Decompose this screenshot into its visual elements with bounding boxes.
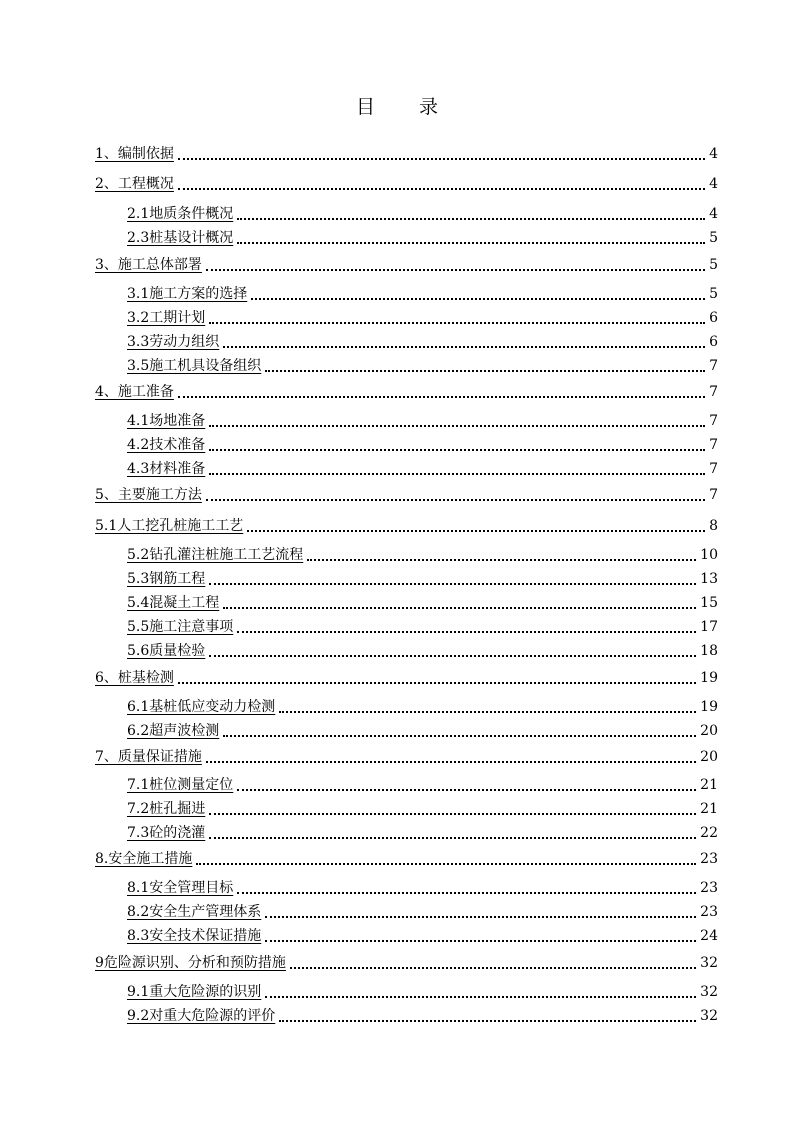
toc-dot-leader bbox=[223, 607, 696, 609]
toc-page-number: 7 bbox=[709, 461, 718, 477]
toc-dot-leader bbox=[206, 269, 705, 271]
toc-page-number: 6 bbox=[709, 334, 718, 350]
toc-page-number: 19 bbox=[700, 670, 718, 686]
toc-entry-label[interactable]: 2.3桩基设计概况 bbox=[127, 230, 234, 246]
toc-dot-leader bbox=[265, 916, 696, 918]
toc-page-number: 13 bbox=[700, 571, 718, 587]
toc-page-number: 4 bbox=[709, 206, 718, 222]
toc-dot-leader bbox=[209, 449, 705, 451]
toc-entry[interactable] bbox=[95, 143, 718, 163]
toc-page-number: 24 bbox=[700, 928, 718, 944]
title-part-1: 目 bbox=[355, 96, 375, 118]
toc-dot-leader bbox=[251, 298, 705, 300]
toc-page-number: 23 bbox=[700, 880, 718, 896]
toc-entry-label[interactable]: 3、施工总体部署 bbox=[95, 257, 202, 273]
toc-page-number: 18 bbox=[700, 643, 718, 659]
toc-dot-leader bbox=[178, 682, 696, 684]
toc-entry[interactable] bbox=[127, 203, 718, 223]
toc-dot-leader bbox=[209, 837, 696, 839]
toc-dot-leader bbox=[237, 892, 696, 894]
toc-page-number: 5 bbox=[709, 257, 718, 273]
toc-entry[interactable] bbox=[95, 254, 718, 274]
toc-entry[interactable] bbox=[127, 568, 718, 588]
toc-page-number: 4 bbox=[709, 146, 718, 162]
toc-entry-label[interactable]: 8.1安全管理目标 bbox=[127, 880, 234, 896]
toc-entry-label[interactable]: 5.4混凝土工程 bbox=[127, 595, 220, 611]
toc-page-number: 20 bbox=[700, 749, 718, 765]
toc-entry[interactable] bbox=[127, 331, 718, 351]
toc-page-number: 7 bbox=[709, 437, 718, 453]
toc-page-number: 15 bbox=[700, 595, 718, 611]
toc-entry-label[interactable]: 7.3砼的浇灌 bbox=[127, 825, 206, 841]
toc-dot-leader bbox=[178, 188, 705, 190]
toc-page-number: 7 bbox=[709, 384, 718, 400]
toc-entry[interactable] bbox=[95, 848, 718, 868]
toc-entry-label[interactable]: 7、质量保证措施 bbox=[95, 749, 202, 765]
toc-entry[interactable] bbox=[127, 616, 718, 636]
toc-entry[interactable] bbox=[127, 981, 718, 1001]
toc-entry-label[interactable]: 5.6质量检验 bbox=[127, 643, 206, 659]
toc-page-number: 32 bbox=[700, 1008, 718, 1024]
toc-page-number: 23 bbox=[700, 904, 718, 920]
toc-dot-leader bbox=[265, 940, 696, 942]
toc-page-number: 7 bbox=[709, 487, 718, 503]
toc-entry[interactable] bbox=[127, 458, 718, 478]
toc-entry[interactable] bbox=[95, 173, 718, 193]
toc-entry[interactable] bbox=[127, 640, 718, 660]
toc-dot-leader bbox=[209, 583, 696, 585]
toc-entry[interactable] bbox=[127, 925, 718, 945]
toc-entry-label[interactable]: 4.1场地准备 bbox=[127, 413, 206, 429]
toc-entry-label[interactable]: 4.3材料准备 bbox=[127, 461, 206, 477]
toc-page-number: 20 bbox=[700, 723, 718, 739]
toc-entry[interactable] bbox=[127, 774, 718, 794]
toc-entry-label[interactable]: 5.2钻孔灌注桩施工工艺流程 bbox=[127, 547, 304, 563]
toc-entry[interactable] bbox=[127, 592, 718, 612]
toc-page-number: 21 bbox=[700, 801, 718, 817]
toc-entry-label[interactable]: 5.1人工挖孔桩施工工艺 bbox=[95, 518, 244, 534]
toc-entry-label[interactable]: 8.3安全技术保证措施 bbox=[127, 928, 262, 944]
toc-entry[interactable] bbox=[95, 746, 718, 766]
toc-page-number: 19 bbox=[700, 699, 718, 715]
toc-page-number: 23 bbox=[700, 851, 718, 867]
toc-entry[interactable] bbox=[95, 484, 718, 504]
toc-dot-leader bbox=[178, 396, 705, 398]
toc-dot-leader bbox=[279, 1020, 696, 1022]
toc-entry[interactable] bbox=[127, 822, 718, 842]
toc-page-number: 10 bbox=[700, 547, 718, 563]
toc-page-number: 4 bbox=[709, 176, 718, 192]
toc-page-number: 32 bbox=[700, 984, 718, 1000]
toc-page-number: 8 bbox=[709, 518, 718, 534]
toc-dot-leader bbox=[196, 863, 696, 865]
toc-entry[interactable] bbox=[127, 227, 718, 247]
toc-dot-leader bbox=[290, 967, 696, 969]
toc-dot-leader bbox=[209, 322, 705, 324]
toc-dot-leader bbox=[206, 499, 705, 501]
toc-dot-leader bbox=[265, 370, 705, 372]
toc-entry[interactable] bbox=[95, 667, 718, 687]
toc-entry[interactable] bbox=[127, 901, 718, 921]
toc-dot-leader bbox=[237, 631, 696, 633]
toc-entry[interactable] bbox=[127, 307, 718, 327]
toc-entry-label[interactable]: 8.2安全生产管理体系 bbox=[127, 904, 262, 920]
toc-entry-label[interactable]: 7.2桩孔掘进 bbox=[127, 801, 206, 817]
toc-entry[interactable] bbox=[127, 877, 718, 897]
toc-entry-label[interactable]: 3.1施工方案的选择 bbox=[127, 286, 248, 302]
toc-entry-label[interactable]: 9危险源识别、分析和预防措施 bbox=[95, 955, 286, 971]
toc-dot-leader bbox=[237, 789, 696, 791]
toc-entry-label[interactable]: 5、主要施工方法 bbox=[95, 487, 202, 503]
toc-entry-label[interactable]: 5.5施工注意事项 bbox=[127, 619, 234, 635]
toc-entry[interactable] bbox=[127, 283, 718, 303]
toc-entry[interactable] bbox=[127, 696, 718, 716]
toc-entry[interactable] bbox=[127, 355, 718, 375]
toc-entry[interactable] bbox=[127, 434, 718, 454]
toc-dot-leader bbox=[223, 346, 705, 348]
toc-entry-label[interactable]: 5.3钢筋工程 bbox=[127, 571, 206, 587]
title-part-2: 录 bbox=[419, 96, 439, 118]
toc-dot-leader bbox=[247, 530, 705, 532]
toc-dot-leader bbox=[237, 242, 705, 244]
toc-entry-label[interactable]: 2.1地质条件概况 bbox=[127, 206, 234, 222]
toc-entry-label[interactable]: 7.1桩位测量定位 bbox=[127, 777, 234, 793]
toc-page-number: 17 bbox=[700, 619, 718, 635]
toc-page-number: 7 bbox=[709, 413, 718, 429]
toc-entry[interactable] bbox=[127, 798, 718, 818]
toc-entry-label[interactable]: 6.1基桩低应变动力检测 bbox=[127, 699, 276, 715]
toc-dot-leader bbox=[206, 761, 696, 763]
toc-entry-label[interactable]: 4、施工准备 bbox=[95, 384, 174, 400]
toc-entry-label[interactable]: 6、桩基检测 bbox=[95, 670, 174, 686]
toc-dot-leader bbox=[209, 655, 696, 657]
toc-entry-label[interactable]: 4.2技术准备 bbox=[127, 437, 206, 453]
toc-page-number: 21 bbox=[700, 777, 718, 793]
toc-entry[interactable] bbox=[127, 720, 718, 740]
toc-entry[interactable] bbox=[95, 381, 718, 401]
toc-entry-label[interactable]: 3.5施工机具设备组织 bbox=[127, 358, 262, 374]
toc-entry-label[interactable]: 3.3劳动力组织 bbox=[127, 334, 220, 350]
toc-entry[interactable] bbox=[127, 544, 718, 564]
toc-dot-leader bbox=[237, 218, 705, 220]
toc-entry-label[interactable]: 9.2对重大危险源的评价 bbox=[127, 1008, 276, 1024]
toc-dot-leader bbox=[279, 711, 696, 713]
toc-page-number: 6 bbox=[709, 310, 718, 326]
toc-dot-leader bbox=[223, 735, 696, 737]
toc-page-number: 5 bbox=[709, 286, 718, 302]
toc-dot-leader bbox=[307, 559, 696, 561]
toc-dot-leader bbox=[265, 996, 696, 998]
toc-entry-label[interactable]: 9.1重大危险源的识别 bbox=[127, 984, 262, 1000]
toc-entry[interactable] bbox=[95, 515, 718, 535]
toc-entry[interactable] bbox=[127, 1005, 718, 1025]
toc-dot-leader bbox=[209, 473, 705, 475]
toc-dot-leader bbox=[178, 158, 705, 160]
toc-page-number: 5 bbox=[709, 230, 718, 246]
toc-entry-label[interactable]: 3.2工期计划 bbox=[127, 310, 206, 326]
toc-entry-label[interactable]: 6.2超声波检测 bbox=[127, 723, 220, 739]
toc-entry-label[interactable]: 2、工程概况 bbox=[95, 176, 174, 192]
toc-entry-label[interactable]: 8.安全施工措施 bbox=[95, 851, 193, 867]
toc-page-number: 7 bbox=[709, 358, 718, 374]
toc-entry-label[interactable]: 1、编制依据 bbox=[95, 146, 174, 162]
toc-page-number: 32 bbox=[700, 955, 718, 971]
toc-dot-leader bbox=[209, 813, 696, 815]
toc-page-number: 22 bbox=[700, 825, 718, 841]
toc-dot-leader bbox=[209, 425, 705, 427]
toc-entry[interactable] bbox=[95, 952, 718, 972]
toc-entry[interactable] bbox=[127, 410, 718, 430]
